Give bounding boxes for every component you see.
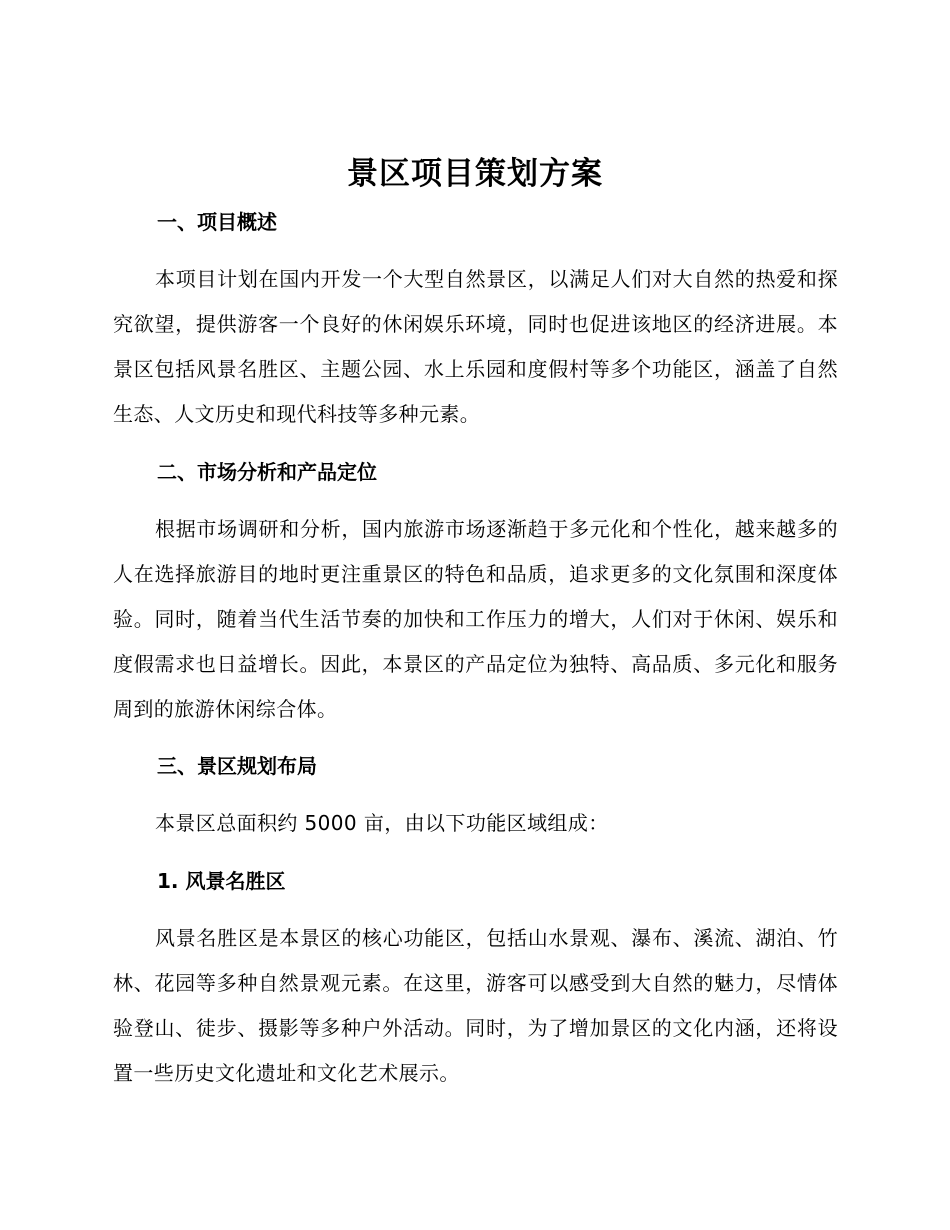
paragraph-overview: 本项目计划在国内开发一个大型自然景区，以满足人们对大自然的热爱和探究欲望，提供游客一个良好的休闲娱乐环境，同时也促进该地区的经济进展。本景区包括风景名胜区、主题公园、水上乐园和度假村等多个功能区，涵盖了自然生态、人文历史和现代科技等多种元素。 xyxy=(113,267,838,426)
section-heading-overview: 一、项目概述 xyxy=(157,210,277,234)
paragraph-market: 根据市场调研和分析，国内旅游市场逐渐趋于多元化和个性化，越来越多的人在选择旅游目的地时更注重景区的特色和品质，追求更多的文化氛围和深度体验。同时，随着当代生活节奏的加快和工作压力的增大，人们对于休闲、娱乐和度假需求也日益增长。因此，本景区的产品定位为独特、高品质、多元化和服务周到的旅游休闲综合体。 xyxy=(113,517,838,721)
section-heading-layout: 三、景区规划布局 xyxy=(157,754,317,778)
document-title: 景区项目策划方案 xyxy=(347,156,603,192)
paragraph-scenic: 风景名胜区是本景区的核心功能区，包括山水景观、瀑布、溪流、湖泊、竹林、花园等多种自然景观元素。在这里，游客可以感受到大自然的魅力，尽情体验登山、徒步、摄影等多种户外活动。同时，为了增加景区的文化内涵，还将设置一些历史文化遗址和文化艺术展示。 xyxy=(113,926,838,1085)
subsection-heading-scenic: 1. 风景名胜区 xyxy=(157,869,286,893)
paragraph-layout: 本景区总面积约 5000 亩，由以下功能区域组成： xyxy=(155,811,609,835)
section-heading-market: 二、市场分析和产品定位 xyxy=(157,460,377,484)
